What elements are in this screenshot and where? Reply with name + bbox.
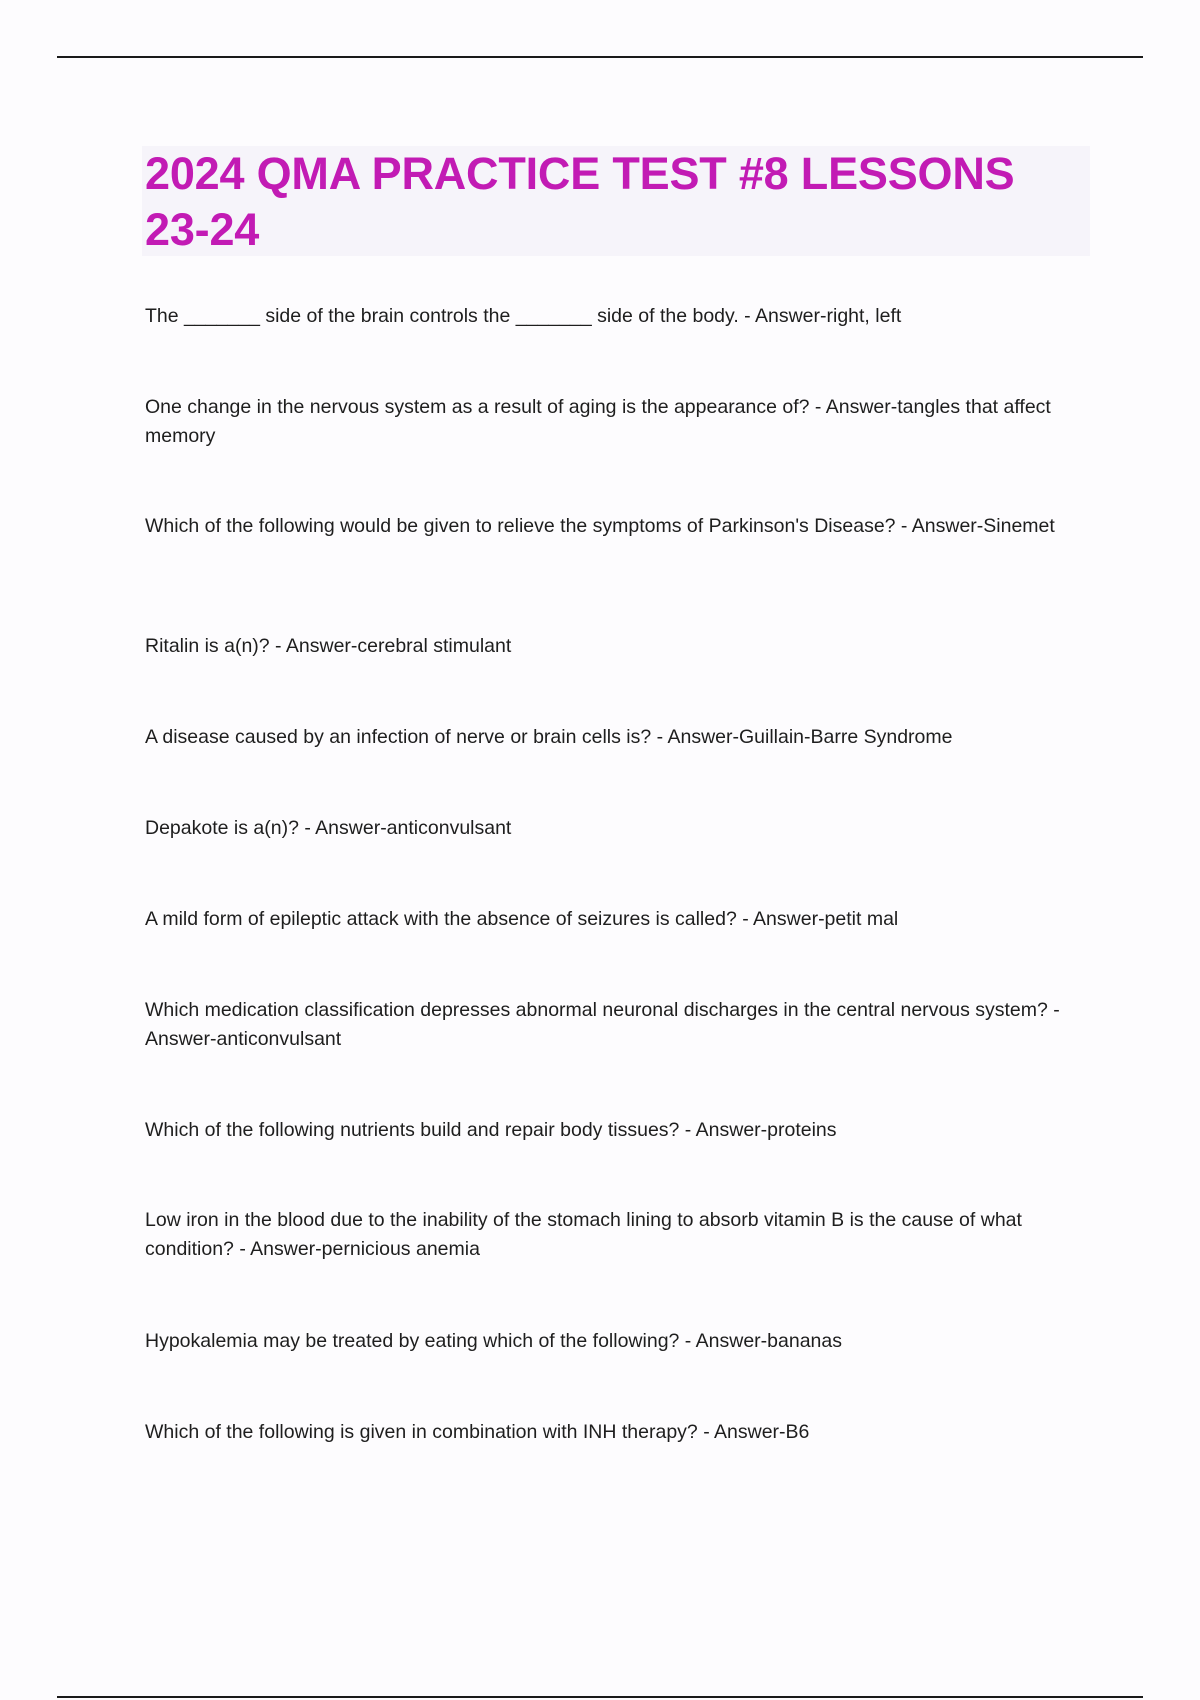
header-rule	[57, 56, 1143, 58]
qa-item: One change in the nervous system as a result of aging is the appearance of? - Answer-tangles that affect memory	[145, 396, 1051, 447]
qa-item: Hypokalemia may be treated by eating which of the following? - Answer-bananas	[145, 1330, 842, 1352]
qa-item: A mild form of epileptic attack with the absence of seizures is called? - Answer-petit mal	[145, 908, 899, 930]
qa-item: Ritalin is a(n)? - Answer-cerebral stimulant	[145, 635, 512, 657]
qa-item: Which of the following would be given to relieve the symptoms of Parkinson's Disease? - Answer-Sinemet	[145, 515, 1055, 537]
qa-item: Low iron in the blood due to the inability of the stomach lining to absorb vitamin B is the cause of what condition? - Answer-pernicious anemia	[145, 1209, 1022, 1260]
footer-rule	[57, 1696, 1143, 1698]
qa-item: Depakote is a(n)? - Answer-anticonvulsant	[145, 817, 512, 839]
document-title: 2024 QMA PRACTICE TEST #8 LESSONS 23-24	[145, 148, 1015, 255]
qa-item: The _______ side of the brain controls the _______ side of the body. - Answer-right, left	[145, 305, 902, 327]
qa-item: A disease caused by an infection of nerve or brain cells is? - Answer-Guillain-Barre Syndrome	[145, 726, 953, 748]
qa-item: Which of the following nutrients build and repair body tissues? - Answer-proteins	[145, 1119, 837, 1141]
qa-item: Which of the following is given in combination with INH therapy? - Answer-B6	[145, 1421, 810, 1443]
qa-item: Which medication classification depresses abnormal neuronal discharges in the central nervous system? - Answer-anticonvulsant	[145, 999, 1060, 1050]
